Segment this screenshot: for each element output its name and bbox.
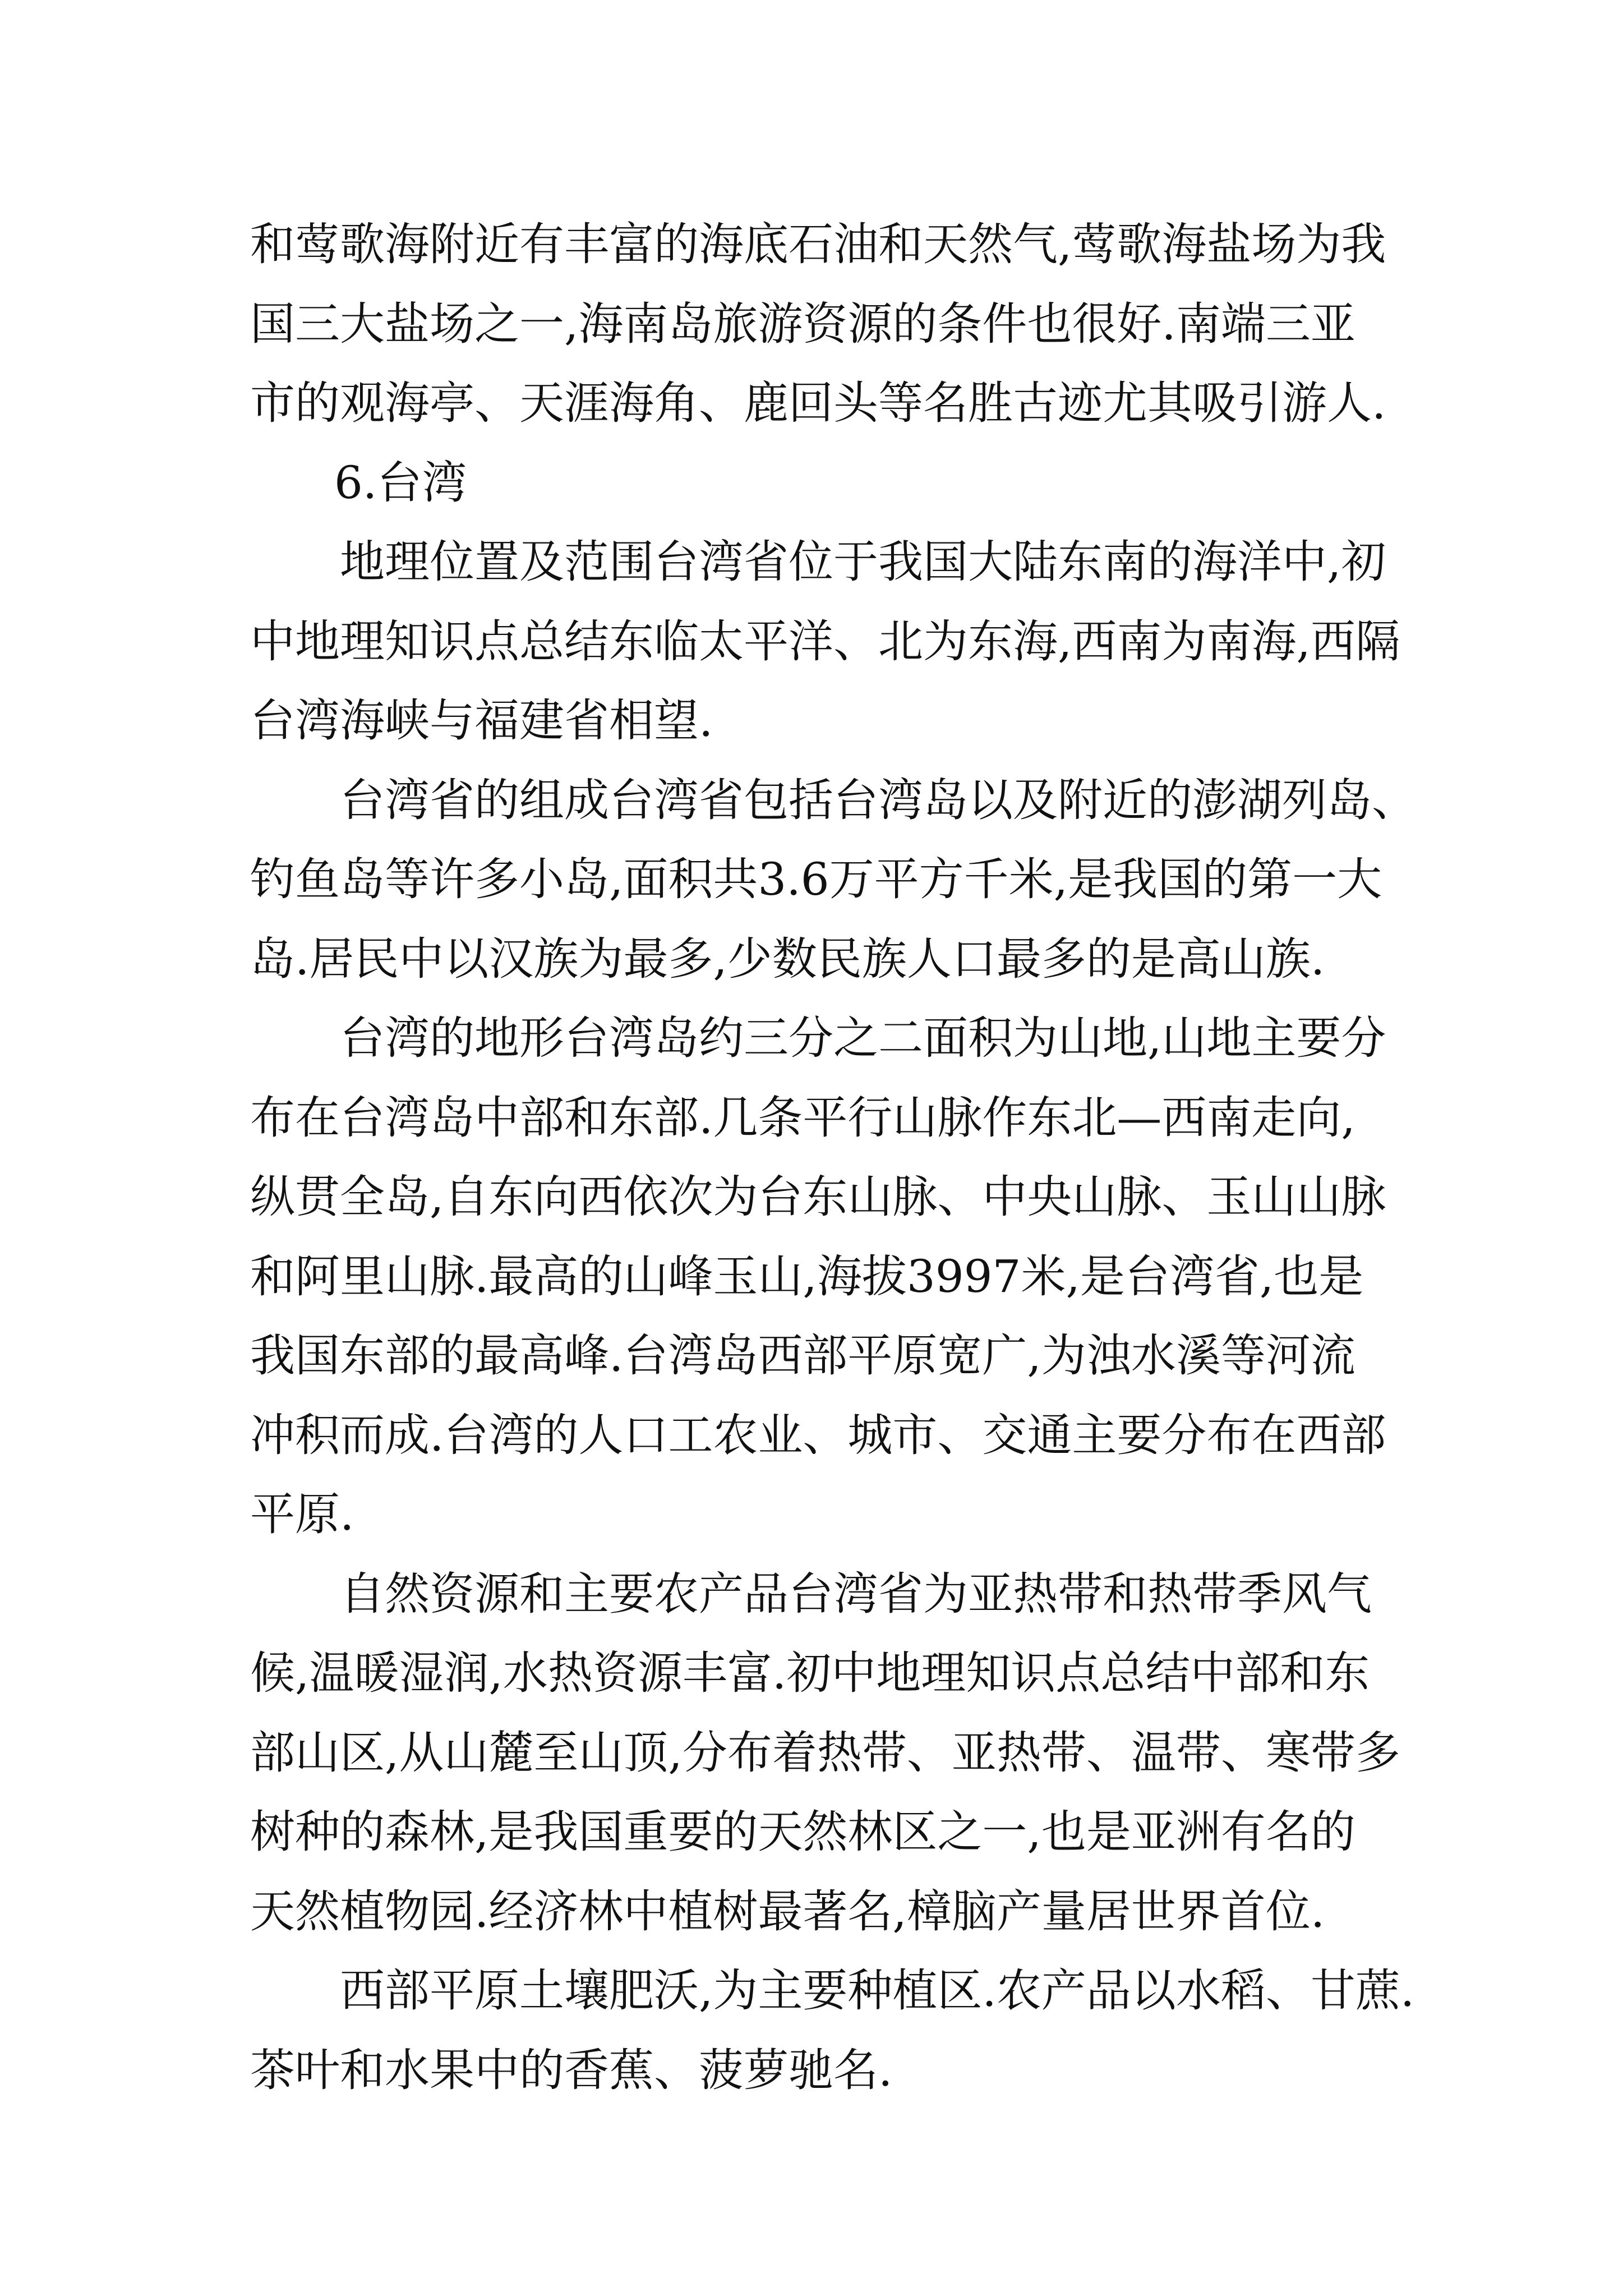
text-line-2: 国三大盐场之一,海南岛旅游资源的条件也很好.南端三亚 xyxy=(250,297,1355,350)
text-line-13: 纵贯全岛,自东向西依次为台东山脉、中央山脉、玉山山脉 xyxy=(250,1171,1386,1223)
text-line-22: 天然植物园.经济林中植树最著名,樟脑产量居世界首位. xyxy=(250,1885,1325,1938)
text-line-18: 自然资源和主要农产品台湾省为亚热带和热带季风气 xyxy=(340,1567,1372,1620)
body-text xyxy=(250,205,1417,2110)
text-line-15: 我国东部的最高峰.台湾岛西部平原宽广,为浊水溪等河流 xyxy=(250,1329,1355,1382)
text-line-3: 市的观海亭、天涯海角、鹿回头等名胜古迹尤其吸引游人. xyxy=(250,377,1386,429)
text-line-23: 西部平原土壤肥沃,为主要种植区.农产品以水稻、甘蔗. xyxy=(340,1964,1415,2017)
text-line-7: 台湾海峡与福建省相望. xyxy=(250,694,713,747)
text-line-16: 冲积而成.台湾的人口工农业、城市、交通主要分布在西部 xyxy=(250,1409,1386,1461)
text-line-12: 布在台湾岛中部和东部.几条平行山脉作东北—西南走向, xyxy=(250,1091,1355,1144)
text-line-9: 钓鱼岛等许多小岛,面积共3.6万平方千米,是我国的第一大 xyxy=(250,853,1382,905)
text-line-24: 茶叶和水果中的香蕉、菠萝驰名. xyxy=(250,2044,893,2096)
text-line-17: 平原. xyxy=(250,1488,354,1540)
text-line-5: 地理位置及范围台湾省位于我国大陆东南的海洋中,初 xyxy=(340,536,1386,588)
text-line-8: 台湾省的组成台湾省包括台湾岛以及附近的澎湖列岛、 xyxy=(340,774,1417,826)
section-heading: 6.台湾 xyxy=(334,456,467,509)
text-line-1: 和莺歌海附近有丰富的海底石油和天然气,莺歌海盐场为我 xyxy=(250,218,1386,270)
text-line-10: 岛.居民中以汉族为最多,少数民族人口最多的是高山族. xyxy=(250,932,1325,985)
text-line-11: 台湾的地形台湾岛约三分之二面积为山地,山地主要分 xyxy=(340,1012,1386,1064)
text-line-21: 树种的森林,是我国重要的天然林区之一,也是亚洲有名的 xyxy=(250,1806,1355,1858)
text-line-6: 中地理知识点总结东临太平洋、北为东海,西南为南海,西隔 xyxy=(250,615,1400,668)
text-line-19: 候,温暖湿润,水热资源丰富.初中地理知识点总结中部和东 xyxy=(250,1647,1370,1699)
text-line-20: 部山区,从山麓至山顶,分布着热带、亚热带、温带、寒带多 xyxy=(250,1726,1400,1779)
text-line-14: 和阿里山脉.最高的山峰玉山,海拔3997米,是台湾省,也是 xyxy=(250,1250,1364,1303)
